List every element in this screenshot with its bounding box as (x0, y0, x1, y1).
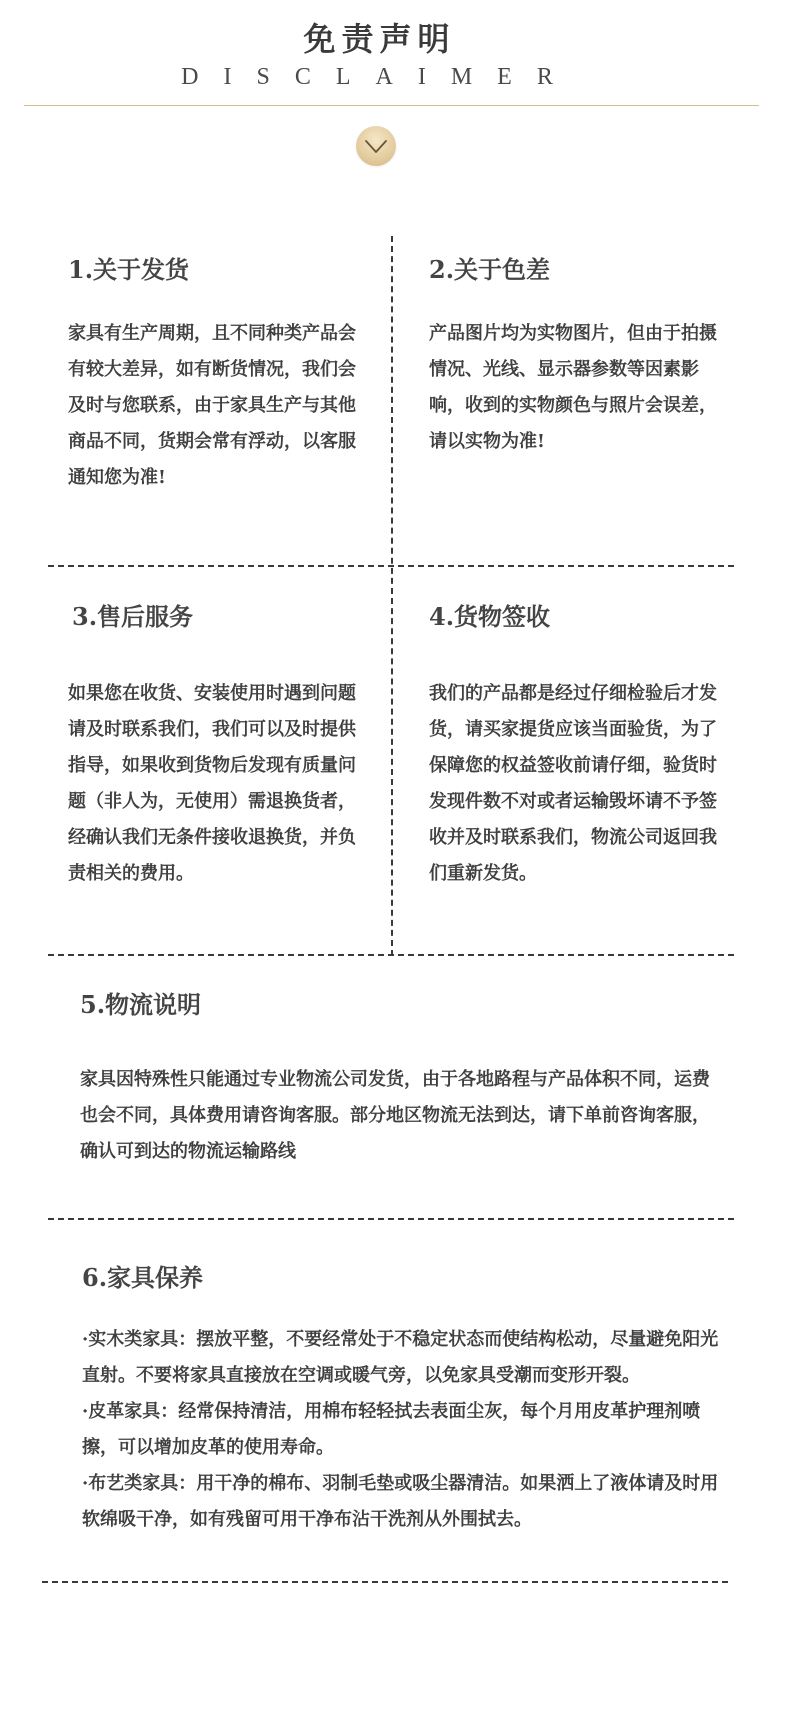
chevron-down-icon[interactable] (356, 126, 396, 166)
page-title-cn: 免责声明 (303, 20, 456, 58)
section-title-after-sales: 3.售后服务 (72, 602, 194, 631)
section-text-shipping: 家具有生产周期，且不同种类产品会有较大差异，如有断货情况，我们会及时与您联系，由于家具生产与其他商品不同，货期会常有浮动，以客服通知您为准! (68, 323, 356, 488)
section-title-shipping: 1.关于发货 (68, 255, 190, 284)
section-title-receipt: 4.货物签收 (429, 602, 551, 631)
maintenance-item-leather: ·皮革家具：经常保持清洁，用棉布轻轻拭去表面尘灰，每个月用皮革护理剂喷擦，可以增加皮革的使用寿命。 (82, 1401, 701, 1458)
section-title-logistics: 5.物流说明 (80, 990, 202, 1019)
section-text-logistics: 家具因特殊性只能通过专业物流公司发货，由于各地路程与产品体积不同，运费也会不同，具体费用请咨询客服。部分地区物流无法到达，请下单前咨询客服，确认可到达的物流运输路线 (80, 1069, 710, 1162)
section-title-color-difference: 2.关于色差 (429, 255, 551, 284)
divider-row-1 (48, 565, 734, 567)
divider-row-2 (48, 954, 734, 956)
divider-row-4 (42, 1581, 728, 1583)
page-title-en: DISCLAIMER (181, 64, 578, 90)
section-text-color-difference: 产品图片均为实物图片，但由于拍摄情况、光线、显示器参数等因素影响，收到的实物颜色与照片会误差，请以实物为准! (429, 323, 717, 452)
section-text-after-sales: 如果您在收货、安装使用时遇到问题请及时联系我们，我们可以及时提供指导，如果收到货物后发现有质量问题（非人为，无使用）需退换货者，经确认我们无条件接收退换货，并负责相关的费用。 (68, 683, 356, 884)
divider-vertical (391, 236, 393, 956)
maintenance-item-wood: ·实木类家具：摆放平整，不要经常处于不稳定状态而使结构松动，尽量避免阳光直射。不要将家具直接放在空调或暖气旁，以免家具受潮而变形开裂。 (82, 1329, 719, 1386)
divider-row-3 (48, 1218, 734, 1220)
section-text-receipt: 我们的产品都是经过仔细检验后才发货，请买家提货应该当面验货，为了保障您的权益签收前请仔细，验货时发现件数不对或者运输毁坏请不予签收并及时联系我们，物流公司返回我们重新发货。 (429, 683, 717, 884)
section-title-maintenance: 6.家具保养 (82, 1263, 204, 1292)
section-text-maintenance (82, 1322, 727, 1538)
maintenance-item-fabric: ·布艺类家具：用干净的棉布、羽制毛垫或吸尘器清洁。如果洒上了液体请及时用软绵吸干净，如有残留可用干净布沾干洗剂从外围拭去。 (82, 1473, 719, 1530)
header-divider (24, 105, 759, 106)
